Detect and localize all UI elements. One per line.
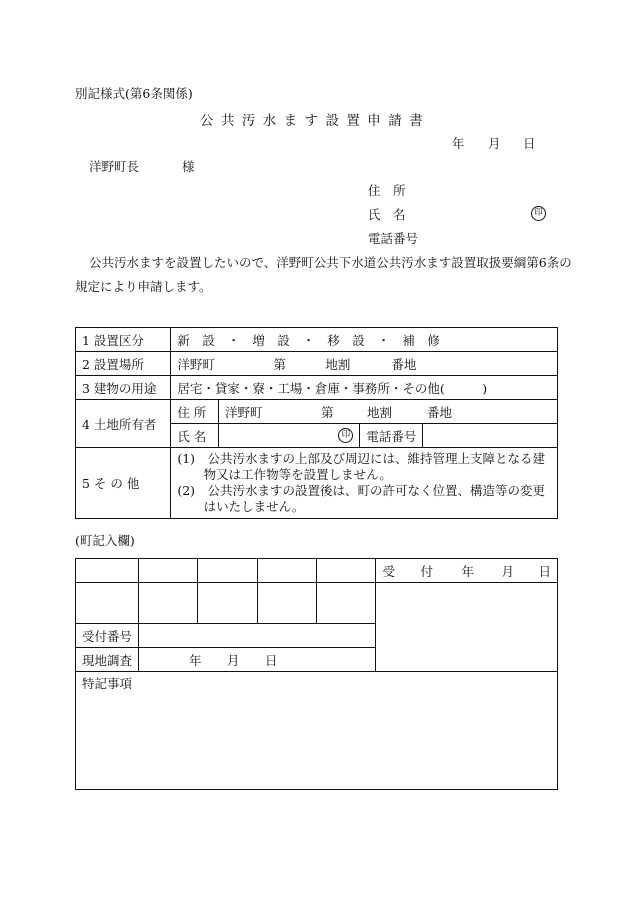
applicant-seal-mark: 印 xyxy=(531,206,546,221)
landowner-name-field xyxy=(219,424,360,448)
note-1: (1) 公共汚水ますの上部及び周辺には、維持管理上支障となる建物又は工作物等を設置しません。 xyxy=(177,451,546,482)
applicant-name-label: 氏 名 xyxy=(368,207,406,222)
remarks-field xyxy=(76,672,558,790)
landowner-banchi: 番地 xyxy=(427,404,453,420)
approval-header-4 xyxy=(257,559,316,583)
body-text-line-2: 規定により申請します。 xyxy=(75,279,212,294)
site-survey-label: 現地調査 xyxy=(76,648,139,672)
office-header-row xyxy=(76,559,558,583)
landowner-town: 洋野町 xyxy=(225,404,263,420)
landowner-address-value xyxy=(219,400,558,424)
landowner-dai: 第 xyxy=(321,404,334,420)
note-2: (2) 公共汚水ますの設置後は、町の許可なく位置、構造等の変更はいたしません。 xyxy=(177,483,546,514)
date-day-label: 日 xyxy=(523,136,536,151)
remarks-row xyxy=(76,672,558,790)
remarks-label: 特記事項 xyxy=(82,676,133,691)
landowner-name-label: 氏 名 xyxy=(171,424,219,448)
body-text-line-1: 公共汚水ますを設置したいので、洋野町公共下水道公共汚水ます設置取扱要綱第6条の xyxy=(89,255,572,270)
receipt-number-field xyxy=(139,624,376,648)
approval-stamp-row xyxy=(76,583,558,624)
receipt-number-label: 受付番号 xyxy=(76,624,139,648)
label-landowner: 4 土地所有者 xyxy=(76,400,171,448)
application-table xyxy=(75,327,558,519)
form-reference: 別記様式(第6条関係) xyxy=(75,86,193,101)
applicant-address-label: 住 所 xyxy=(368,183,406,198)
row-installation-type xyxy=(76,328,558,352)
location-chiwari: 地割 xyxy=(325,356,351,372)
receipt-stamp-area xyxy=(376,583,558,672)
receipt-day: 日 xyxy=(538,563,551,579)
location-dai: 第 xyxy=(273,356,286,372)
row-installation-location xyxy=(76,352,558,376)
addressee: 洋野町長 xyxy=(89,159,140,174)
installation-type-options: 新 設 ・ 増 設 ・ 移 設 ・ 補 修 xyxy=(171,328,558,352)
label-other: 5 そ の 他 xyxy=(76,448,171,519)
site-survey-date xyxy=(139,648,376,672)
approval-header-2 xyxy=(139,559,198,583)
office-use-table xyxy=(75,558,558,790)
row-building-use xyxy=(76,376,558,400)
honorific: 様 xyxy=(182,159,195,174)
landowner-address-label: 住 所 xyxy=(171,400,219,424)
approval-header-3 xyxy=(198,559,257,583)
receipt-year: 年 xyxy=(461,563,474,579)
receipt-uke: 受 xyxy=(382,563,395,579)
date-year-label: 年 xyxy=(452,136,465,151)
date-month-label: 月 xyxy=(488,136,501,151)
building-use-options: 居宅・貸家・寮・工場・倉庫・事務所・その他( ) xyxy=(171,376,558,400)
approval-stamp-1 xyxy=(76,583,139,624)
label-installation-type: 1 設置区分 xyxy=(76,328,171,352)
location-town: 洋野町 xyxy=(177,356,215,372)
receipt-tsuke: 付 xyxy=(420,563,433,579)
receipt-month: 月 xyxy=(501,563,514,579)
survey-day: 日 xyxy=(265,652,278,668)
receipt-date-header xyxy=(376,559,558,583)
approval-stamp-5 xyxy=(317,583,376,624)
applicant-phone-label: 電話番号 xyxy=(368,231,419,246)
landowner-phone-label: 電話番号 xyxy=(360,424,423,448)
row-other-notes xyxy=(76,448,558,519)
installation-location-value xyxy=(171,352,558,376)
approval-header-5 xyxy=(317,559,376,583)
landowner-phone-field xyxy=(423,424,558,448)
landowner-chiwari: 地割 xyxy=(367,404,393,420)
approval-header-1 xyxy=(76,559,139,583)
survey-month: 月 xyxy=(227,652,240,668)
office-use-title: (町記入欄) xyxy=(75,533,135,548)
approval-stamp-3 xyxy=(198,583,257,624)
label-installation-location: 2 設置場所 xyxy=(76,352,171,376)
approval-stamp-4 xyxy=(257,583,316,624)
approval-stamp-2 xyxy=(139,583,198,624)
row-landowner-address xyxy=(76,400,558,424)
survey-year: 年 xyxy=(189,652,202,668)
other-notes xyxy=(171,448,558,519)
landowner-seal-mark: 印 xyxy=(338,428,353,443)
label-building-use: 3 建物の用途 xyxy=(76,376,171,400)
location-banchi: 番地 xyxy=(391,356,417,372)
form-title: 公共汚水ます設置申請書 xyxy=(199,113,431,129)
